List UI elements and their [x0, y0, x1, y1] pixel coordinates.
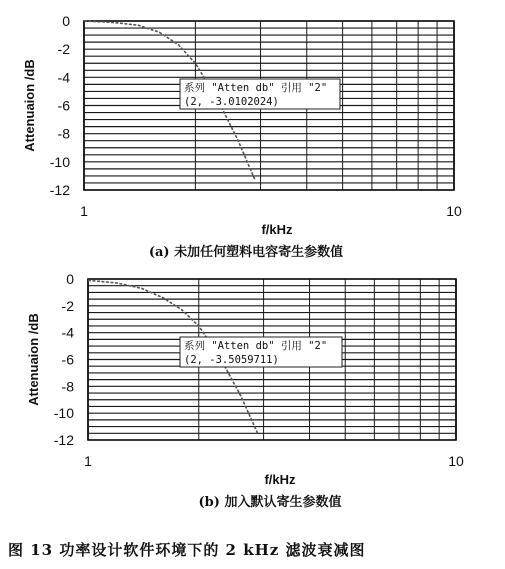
x-tick-label: 10 — [446, 203, 462, 219]
y-tick-label: 0 — [62, 13, 70, 29]
chart-a — [22, 13, 462, 260]
x-axis-title: f/kHz — [264, 472, 296, 487]
x-tick-label: 1 — [80, 203, 88, 219]
y-tick-label: -8 — [61, 378, 74, 395]
annotation-line-2: (2, -3.0102024) — [184, 96, 279, 108]
y-tick-label: -4 — [61, 324, 74, 341]
y-tick-label: 0 — [66, 271, 74, 287]
y-tick-label: -12 — [53, 432, 74, 448]
y-tick-label: -2 — [61, 297, 74, 314]
figure-caption: 图 13 功率设计软件环境下的 2 kHz 滤波衰减图 — [8, 541, 366, 559]
annotation-line-1: 系列 "Atten db" 引用 "2" — [184, 82, 328, 94]
y-tick-label: -6 — [61, 351, 74, 368]
chart-b — [26, 271, 464, 510]
y-tick-label: -4 — [57, 69, 70, 86]
y-tick-label: -8 — [57, 125, 70, 142]
y-tick-label: -10 — [53, 405, 74, 422]
subplot-caption: (a) 未加任何塑料电容寄生参数值 — [148, 245, 344, 260]
y-tick-label: -10 — [49, 153, 70, 170]
y-tick-label: -6 — [57, 97, 70, 114]
x-tick-label: 10 — [448, 453, 464, 469]
y-tick-label: -12 — [49, 182, 70, 198]
annotation-line-2: (2, -3.5059711) — [184, 354, 279, 366]
annotation-line-1: 系列 "Atten db" 引用 "2" — [184, 340, 328, 352]
y-axis-title: Attenuaion /dB — [22, 59, 37, 152]
x-axis-title: f/kHz — [261, 222, 293, 237]
subplot-caption: (b) 加入默认寄生参数值 — [198, 495, 342, 510]
x-tick-label: 1 — [84, 453, 92, 469]
y-tick-label: -2 — [57, 41, 70, 58]
y-axis-title: Attenuaion /dB — [26, 313, 41, 406]
